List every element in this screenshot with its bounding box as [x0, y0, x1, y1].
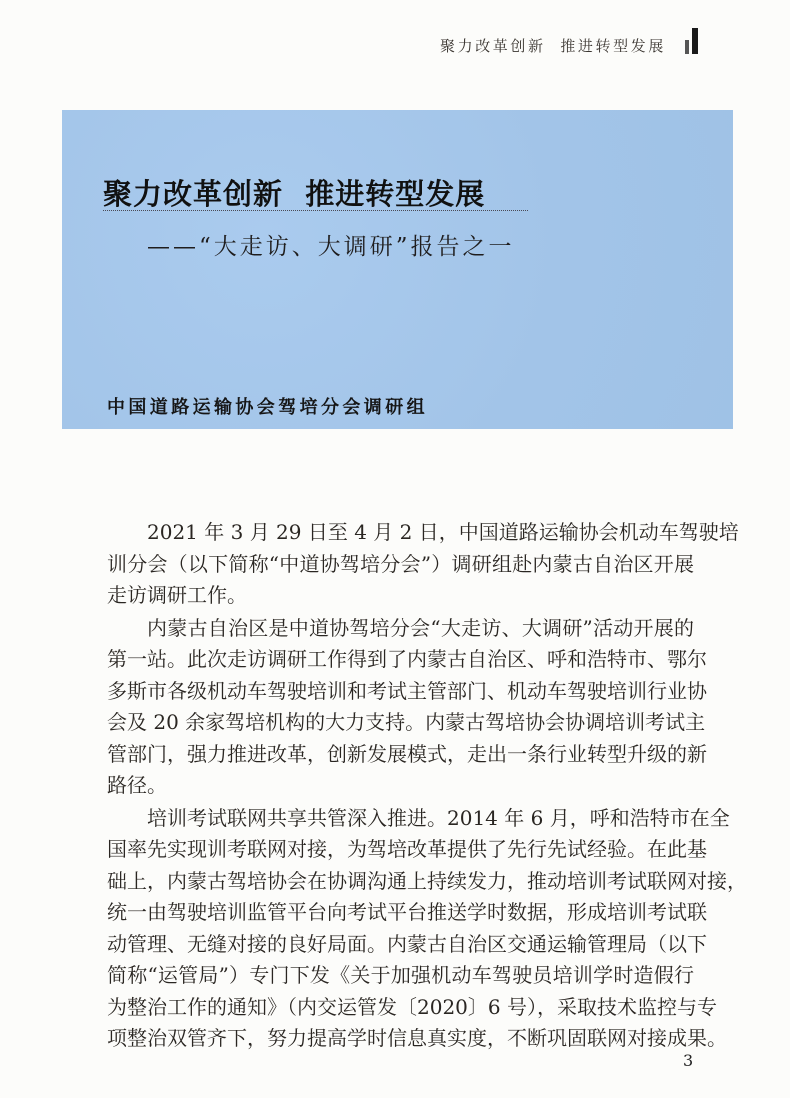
title-divider	[103, 210, 528, 211]
text-line: 走访调研工作。	[107, 583, 247, 607]
text-line: 多斯市各级机动车驾驶培训和考试主管部门、机动车驾驶培训行业协	[107, 678, 707, 703]
text-line: 内蒙古自治区是中道协驾培分会“大走访、大调研”活动开展的	[147, 615, 694, 640]
running-head: 聚力改革创新 推进转型发展	[440, 37, 666, 55]
page-number: 3	[683, 1051, 694, 1070]
text-line: 培训考试联网共享共管深入推进。2014 年 6 月，呼和浩特市在全	[147, 805, 730, 830]
text-line: 训分会（以下简称“中道协驾培分会”）调研组赴内蒙古自治区开展	[107, 551, 694, 576]
text-line: 国率先实现训考联网对接，为驾培改革提供了先行先试经验。在此基	[107, 837, 707, 861]
text-line: 为整治工作的通知》（内交运管发〔2020〕6 号），采取技术监控与专	[107, 994, 717, 1019]
text-line: 路径。	[107, 773, 167, 797]
text-line: 动管理、无缝对接的良好局面。内蒙古自治区交通运输管理局（以下	[107, 931, 707, 956]
header-bar-decoration	[692, 28, 698, 54]
text-line: 项整治双管齐下，努力提高学时信息真实度，不断巩固联网对接成果。	[107, 1026, 727, 1050]
paragraph	[107, 517, 739, 612]
paragraph	[107, 803, 747, 1055]
text-line: 管部门，强力推进改革，创新发展模式，走出一条行业转型升级的新	[107, 741, 707, 766]
title-banner	[62, 110, 733, 429]
header-bar-decoration	[685, 40, 689, 54]
text-line: 统一由驾驶培训监管平台向考试平台推送学时数据，形成培训考试联	[107, 900, 707, 924]
text-line: 2021 年 3 月 29 日至 4 月 2 日，中国道路运输协会机动车驾驶培	[147, 520, 739, 544]
text-line: 会及 20 余家驾培机构的大力支持。内蒙古驾培协会协调培训考试主	[107, 710, 706, 734]
text-line: 简称“运管局”）专门下发《关于加强机动车驾驶员培训学时造假行	[107, 963, 694, 987]
article-author: 中国道路运输协会驾培分会调研组	[107, 397, 428, 418]
article-body	[107, 517, 747, 1056]
article-subtitle: ——“大走访、大调研”报告之一	[147, 234, 515, 260]
paragraph	[107, 613, 707, 802]
text-line: 础上，内蒙古驾培协会在协调沟通上持续发力，推动培训考试联网对接，	[107, 868, 747, 893]
text-line: 第一站。此次走访调研工作得到了内蒙古自治区、呼和浩特市、鄂尔	[107, 647, 707, 671]
article-title: 聚力改革创新 推进转型发展	[103, 177, 486, 211]
